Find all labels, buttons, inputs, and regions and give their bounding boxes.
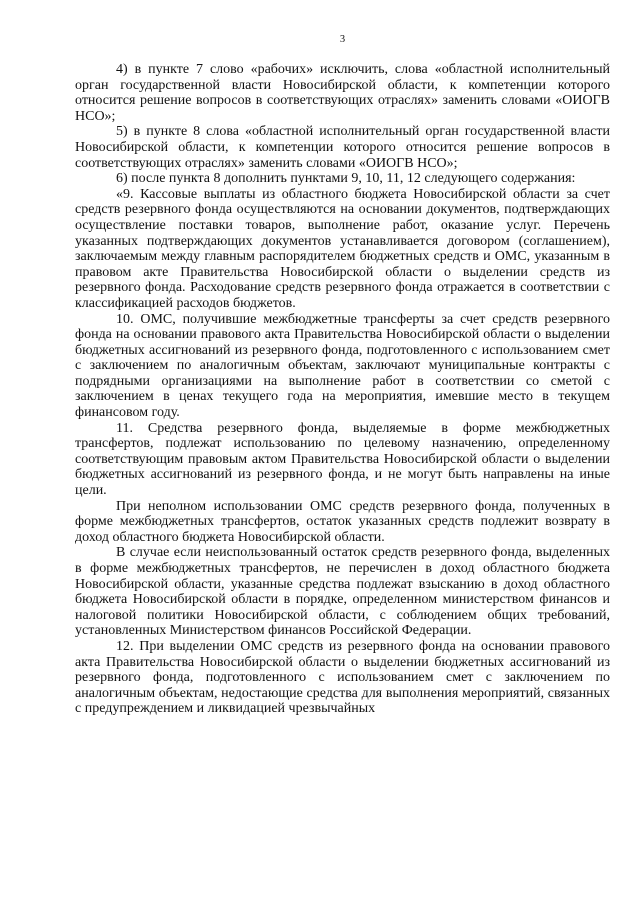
document-page	[75, 34, 610, 717]
page-number: 3	[339, 34, 346, 45]
paragraph-point-9: «9. Кассовые выплаты из областного бюджета Новосибирской области за счет средств резервного фонда осуществляются на основании документов, подтверждающих осуществление поставки товаров, выполнение работ, оказание услуг. Перечень указанных подтверждающих документов устанавливается договором (соглашением), заключаемым между главным распорядителем бюджетных средств и ОМС, указанным в правовом акте Правительства Новосибирской области о выделении средств из резервного фонда. Расходование средств резервного фонда отражается в соответствии с классификацией расходов бюджетов.	[75, 186, 610, 311]
paragraph-recovery: В случае если неиспользованный остаток средств резервного фонда, выделенных в форме межбюджетных трансфертов, не перечислен в доход областного бюджета Новосибирской области, указанные средства подлежат взысканию в доход областного бюджета Новосибирской области в порядке, определенном министерством финансов и налоговой политики Новосибирской области, с соблюдением общих требований, установленных Министерством финансов Российской Федерации.	[75, 545, 610, 639]
paragraph-item-6: 6) после пункта 8 дополнить пунктами 9, 10, 11, 12 следующего содержания:	[116, 171, 576, 187]
paragraph-item-4: 4) в пункте 7 слово «рабочих» исключить, слова «областной исполнительный орган государственной власти Новосибирской области, к компетенции которого относится решение вопросов в соответствующих отраслях» заменить словами «ОИОГВ НСО»;	[75, 62, 610, 124]
paragraph-item-5: 5) в пункте 8 слова «областной исполнительный орган государственной власти Новосибирской области, к компетенции которого относится решение вопросов в соответствующих отраслях» заменить словами «ОИОГВ НСО»;	[75, 124, 610, 171]
paragraph-point-12: 12. При выделении ОМС средств из резервного фонда на основании правового акта Правительства Новосибирской области о выделении бюджетных ассигнований из резервного фонда, подготовленного с использованием смет с заключением по аналогичным объектам, недостающие средства для выполнения мероприятий, связанных с предупреждением и ликвидацией чрезвычайных	[75, 638, 610, 717]
paragraph-point-10: 10. ОМС, получившие межбюджетные трансферты за счет средств резервного фонда на основании правового акта Правительства Новосибирской области о выделении бюджетных ассигнований из резервного фонда, подготовленного с использованием смет с заключением по аналогичным объектам, заключают муниципальные контракты с подрядными организациями на выполнение работ в соответствии со сметой с заключением в ценах текущего года на мероприятия, имевшие место в текущем финансовом году.	[75, 311, 610, 421]
paragraph-point-11: 11. Средства резервного фонда, выделяемые в форме межбюджетных трансфертов, подлежат использованию по целевому назначению, определенному соответствующим правовым актом Правительства Новосибирской области о выделении бюджетных ассигнований из резервного фонда, и не могут быть направлены на иные цели.	[75, 420, 610, 499]
paragraph-unused-return: При неполном использовании ОМС средств резервного фонда, полученных в форме межбюджетных трансфертов, остаток указанных средств подлежит возврату в доход областного бюджета Новосибирской области.	[75, 498, 610, 545]
